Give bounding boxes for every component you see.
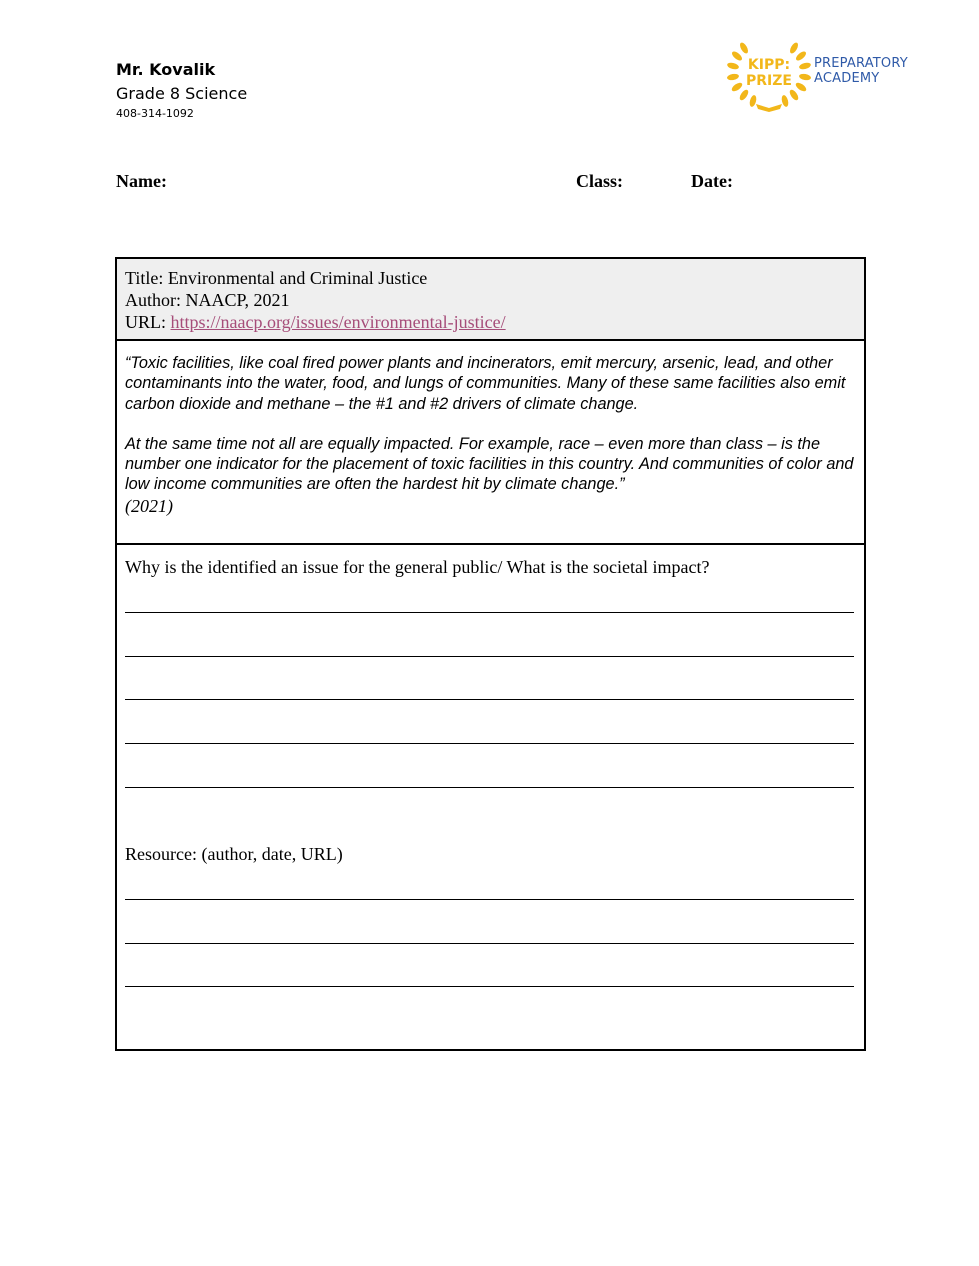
logo-sub-line1: PREPARATORY xyxy=(814,56,908,71)
resource-answer-line[interactable] xyxy=(125,943,854,944)
resource-question: Resource: (author, date, URL) xyxy=(125,844,343,864)
teacher-info xyxy=(116,58,247,122)
course-name: Grade 8 Science xyxy=(116,84,248,103)
logo-subtitle xyxy=(814,56,908,86)
citation-author: Author: NAACP, 2021 xyxy=(125,290,290,310)
answer-section xyxy=(117,547,864,1049)
impact-answer-line[interactable] xyxy=(125,743,854,744)
citation-url-label: URL: xyxy=(125,312,171,332)
school-logo xyxy=(726,34,926,112)
logo-mark-line2: PRIZE xyxy=(746,73,792,89)
teacher-phone: 408-314-1092 xyxy=(116,107,194,120)
quote-paragraph-1: “Toxic facilities, like coal fired power plants and incinerators, emit mercury, arsenic, lead, and other contaminants into the water, food, and lungs of communities. Many of these same facilities also emit carbon dioxide and methane – the #1 and #2 drivers of climate change. xyxy=(125,354,846,413)
resource-answer-line[interactable] xyxy=(125,899,854,900)
source-quote xyxy=(117,343,864,545)
teacher-name: Mr. Kovalik xyxy=(116,60,216,79)
source-citation xyxy=(117,259,864,341)
class-field-label: Class: xyxy=(576,171,624,191)
impact-answer-line[interactable] xyxy=(125,699,854,700)
citation-url-row xyxy=(125,311,864,333)
impact-question: Why is the identified an issue for the general public/ What is the societal impact? xyxy=(125,557,710,577)
impact-answer-line[interactable] xyxy=(125,656,854,657)
quote-paragraph-2: At the same time not all are equally impacted. For example, race – even more than class – is the number one indicator for the placement of toxic facilities in this country. And communities of color and low income communities are often the hardest hit by climate change.” xyxy=(125,434,854,494)
logo-sub-line2: ACADEMY xyxy=(814,71,880,86)
impact-answer-line[interactable] xyxy=(125,612,854,613)
name-field-label: Name: xyxy=(116,171,167,191)
citation-title: Title: Environmental and Criminal Justice xyxy=(125,268,428,288)
citation-url-link[interactable]: https://naacp.org/issues/environmental-justice/ xyxy=(170,312,506,332)
logo-mark-line1: KIPP: xyxy=(747,57,791,73)
quote-year: (2021) xyxy=(125,495,173,516)
laurel-wreath-icon xyxy=(726,34,812,112)
worksheet-table xyxy=(115,257,866,1051)
resource-answer-line[interactable] xyxy=(125,986,854,987)
impact-answer-line[interactable] xyxy=(125,787,854,788)
date-field-label: Date: xyxy=(691,171,733,191)
